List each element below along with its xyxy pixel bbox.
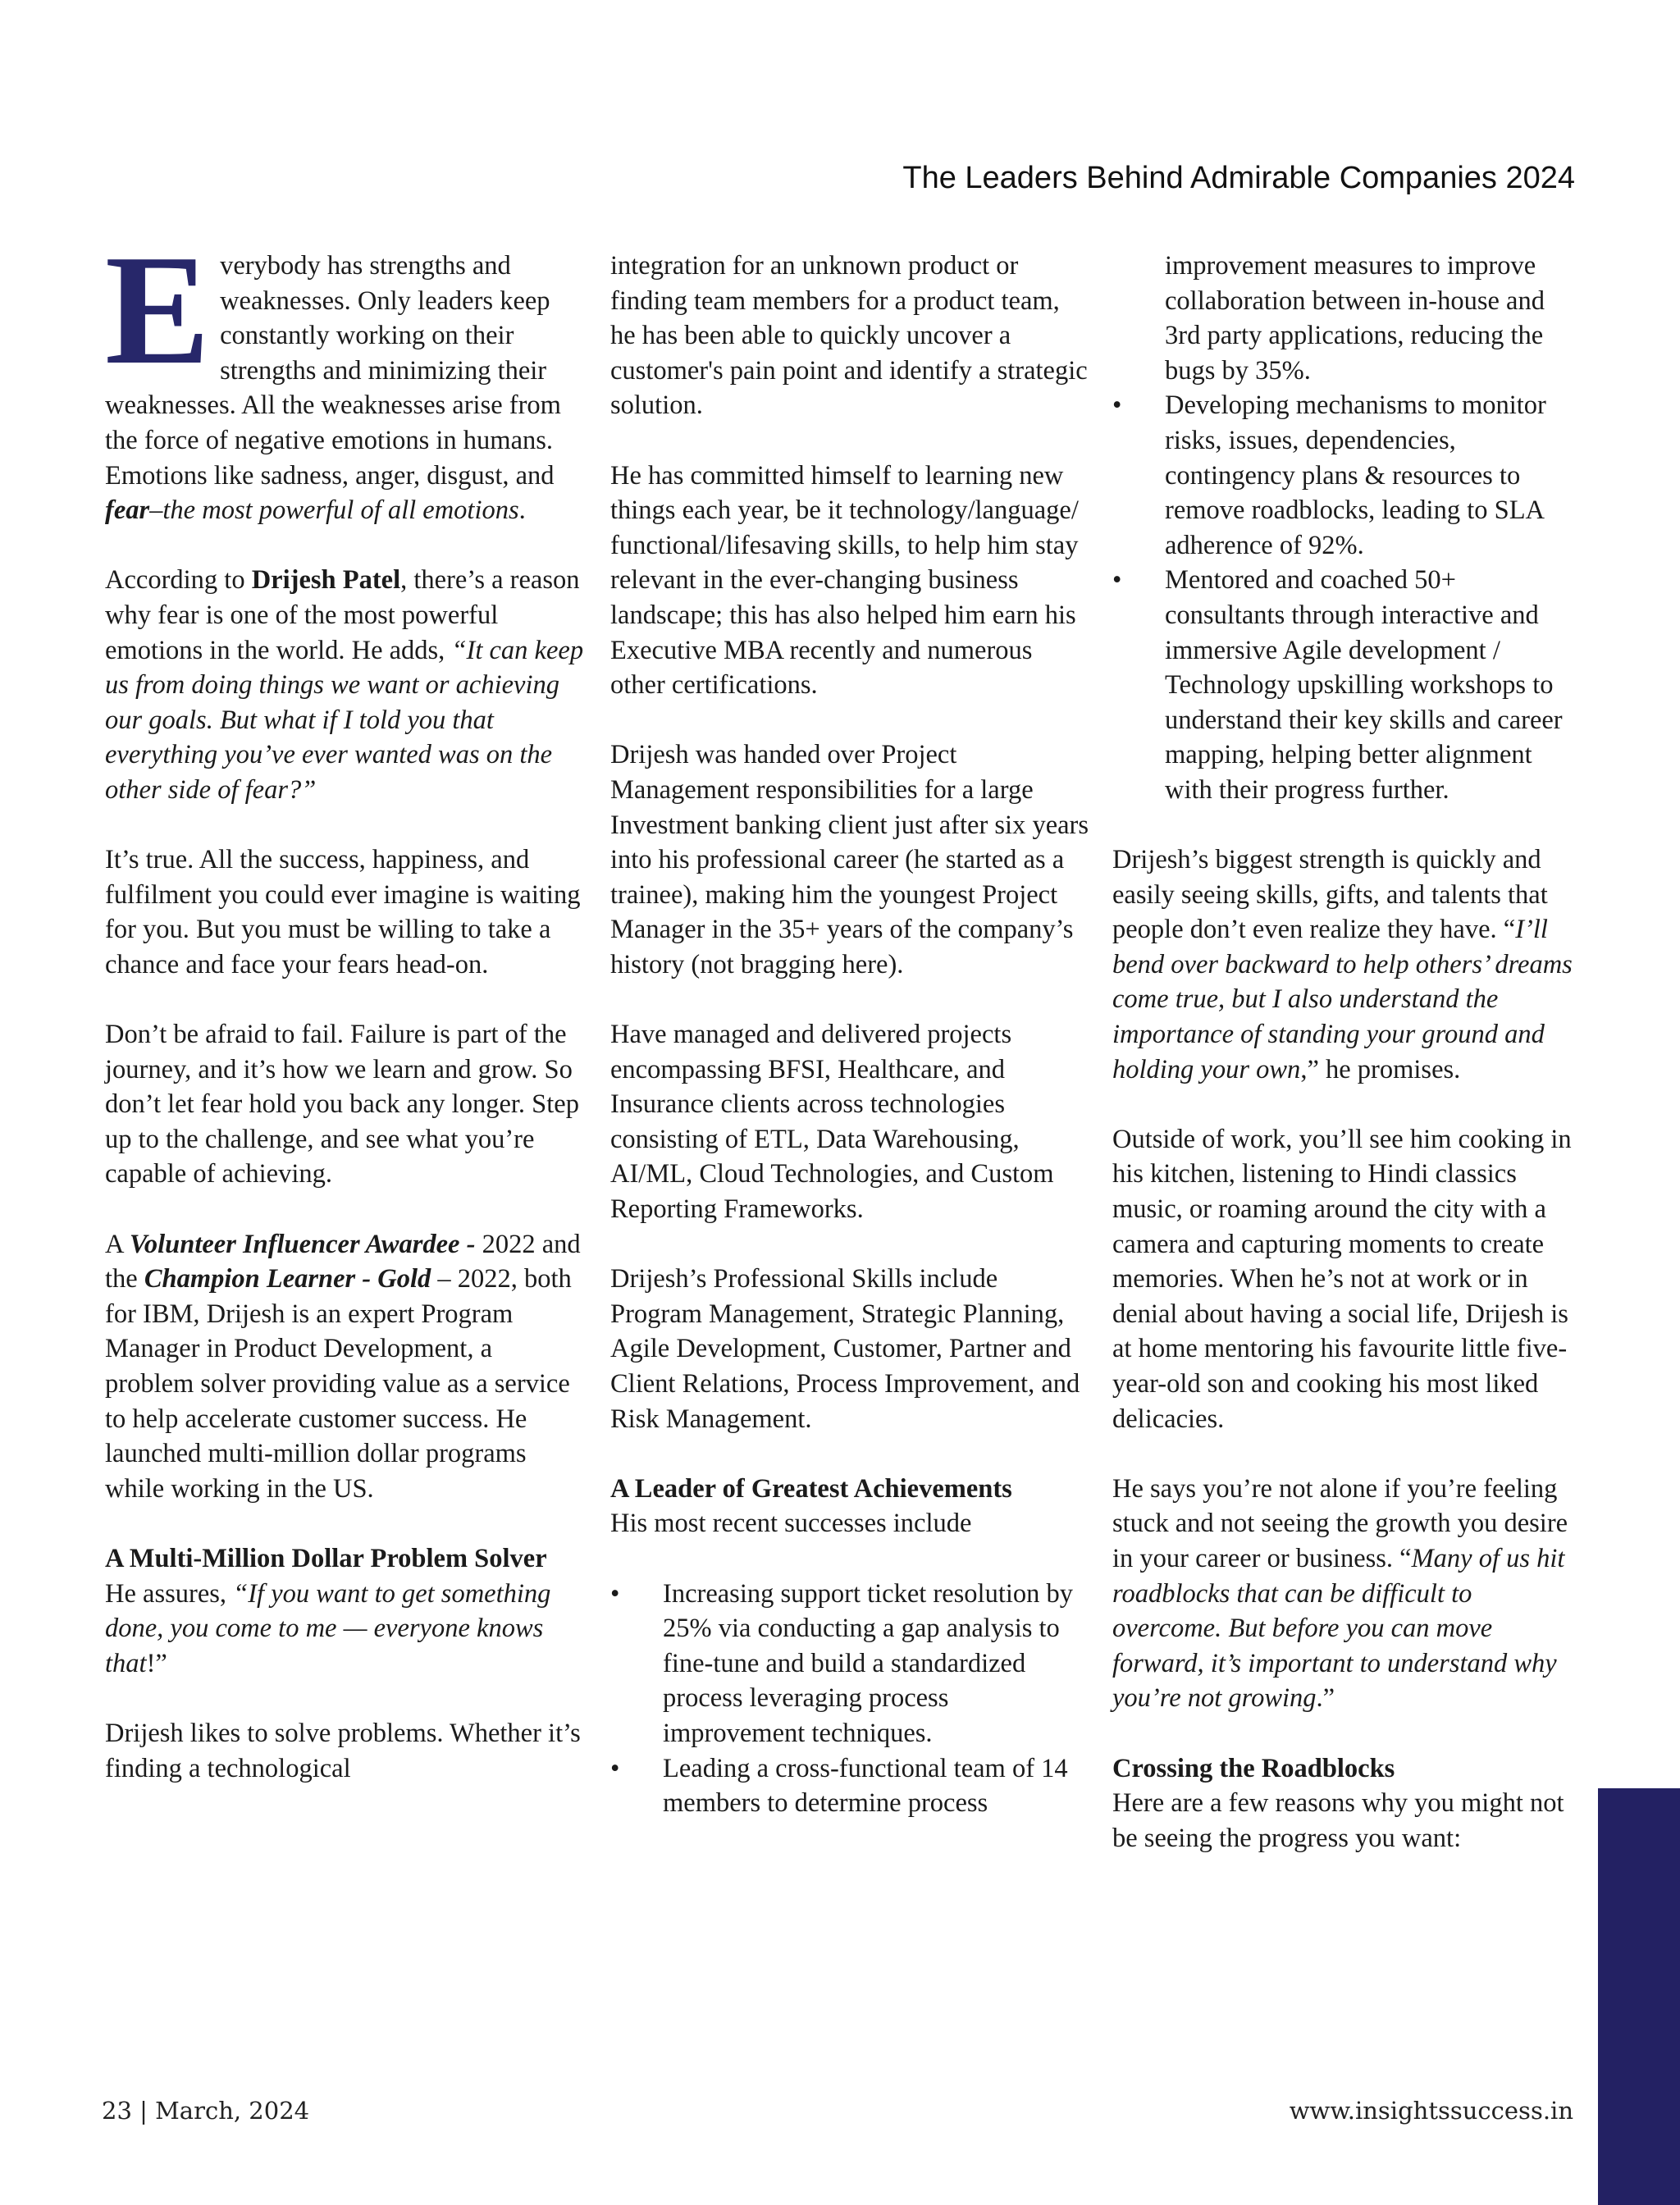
list-item: • Developing mechanisms to monitor risks, issues, dependencies, contingency plans & resources to remove roadblocks, leading to SLA adherence of 92%. <box>1112 388 1582 563</box>
quote-fear: “It can keep us from doing things we want or achieving our goals. But what if I told you that everything you’ve ever wanted was on the other side of fear?” <box>105 635 584 805</box>
footer-page-date: 23 | March, 2024 <box>102 2097 310 2125</box>
paragraph-skills: Drijesh’s Professional Skills include Program Management, Strategic Planning, Agile Development, Customer, Partner and Client Relations, Process Improvement, and Risk Management. <box>610 1264 1080 1434</box>
bullet-icon: • <box>1112 390 1122 421</box>
paragraph-projects-delivered: Have managed and delivered projects encompassing BFSI, Healthcare, and Insurance clients across technologies consisting of ETL, Data Warehousing, AI/ML, Cloud Technologies, and Custom Reporting Frameworks. <box>610 1020 1054 1225</box>
paragraph-dont-fail: Don’t be afraid to fail. Failure is part of the journey, and it’s how we learn and grow. So don’t let fear hold you back any longer. Step up to the challenge, and see what you’re capable of achieving. <box>105 1020 579 1189</box>
drop-cap: E <box>105 222 211 397</box>
achievements-list-part-1 <box>610 1577 1089 1821</box>
bullet-icon: • <box>1112 565 1122 596</box>
paragraph-outside-work: Outside of work, you’ll see him cooking in his kitchen, listening to Hindi classics music, or roaming around the city with a camera and capturing moments to create memories. When he’s not at work or in denial about having a social life, Drijesh is at home mentoring his favourite little five-year-old son and cooking his most liked delicacies. <box>1112 1124 1572 1434</box>
paragraph-success: It’s true. All the success, happiness, and fulfilment you could ever imagine is waiting for you. But you must be willing to take a chance and face your fears head-on. <box>105 845 581 979</box>
achievements-list-part-3 <box>1112 388 1582 807</box>
decorative-side-bar <box>1598 1788 1680 2205</box>
bullet-icon: • <box>610 1753 620 1783</box>
paragraph-project-management: Drijesh was handed over Project Management responsibilities for a large Investment banking client just after six years into his professional career (he started as a trainee), making him the youngest Project Manager in the 35+ years of the company’s history (not bragging here). <box>610 740 1089 979</box>
article-column-1 <box>105 222 587 1786</box>
paragraph-solve-problems-cont: integration for an unknown product or finding team members for a product team, he has been able to quickly uncover a customer's pain point and identify a strategic solution. <box>610 251 1088 421</box>
list-item: • Mentored and coached 50+ consultants through interactive and immersive Agile development / Technology upskilling workshops to understand their key skills and career mapping, helping better alignment with their progress further. <box>1112 563 1582 807</box>
award-volunteer-influencer: Volunteer Influencer Awardee - <box>129 1229 476 1259</box>
bullet-icon: • <box>610 1578 620 1609</box>
paragraph-learning: He has committed himself to learning new things each year, be it technology/language/ functional/lifesaving skills, to help him stay relevant in the ever-changing business landscape; this has also helped him earn his Executive MBA recently and numerous other certifications. <box>610 460 1079 701</box>
paragraph-fear-quote: According to Drijesh Patel, there’s a reason why fear is one of the most powerful emotions in the world. He adds, “It can keep us from doing things we want or achieving our goals. But what if I told you that everything you’ve ever wanted was on the other side of fear?” <box>105 565 584 805</box>
intro-paragraph: Everybody has strengths and weaknesses. Only leaders keep constantly working on their strengths and minimizing their weaknesses. All the weaknesses arise from the force of negative emotions in humans. Emotions like sadness, anger, disgust, and fear–the most powerful of all emotions. <box>105 222 561 526</box>
magazine-header-title: The Leaders Behind Admirable Companies 2024 <box>902 161 1575 195</box>
paragraph-solve-problems-start: Drijesh likes to solve problems. Whether it’s finding a technological <box>105 1718 581 1783</box>
list-item-continued: improvement measures to improve collaboration between in-house and 3rd party applications, reducing the bugs by 35%. <box>1165 251 1545 386</box>
heading-roadblocks: Crossing the Roadblocks <box>1112 1753 1395 1783</box>
person-name: Drijesh Patel <box>251 565 401 596</box>
award-champion-learner: Champion Learner - Gold <box>144 1264 431 1294</box>
heading-problem-solver: A Multi-Million Dollar Problem Solver <box>105 1543 547 1573</box>
list-item: • Leading a cross-functional team of 14 members to determine process <box>610 1751 1089 1821</box>
quote-get-done: “If you want to get something done, you come to me — everyone knows that <box>105 1578 551 1678</box>
footer-website: www.insightssuccess.in <box>1289 2097 1573 2125</box>
article-column-3 <box>1112 249 1582 1856</box>
paragraph-strength: Drijesh’s biggest strength is quickly and easily seeing skills, gifts, and talents that people don’t even realize they have. “I’ll bend over backward to help others’ dreams come true, but I also understand the importance of standing your ground and holding your own,” he promises. <box>1112 845 1573 1084</box>
article-column-2 <box>610 249 1089 1821</box>
list-item: • Increasing support ticket resolution by 25% via conducting a gap analysis to fine-tune and build a standardized process leveraging process improvement techniques. <box>610 1577 1089 1751</box>
quote-roadblocks: Many of us hit roadblocks that can be difficult to overcome. But before you can move forward, it’s important to understand why you’re not growing <box>1112 1543 1565 1714</box>
quote-bend-over: I’ll bend over backward to help others’ dreams come true, but I also understand the importance of standing your ground and holding your own <box>1112 915 1573 1084</box>
paragraph-awards: A Volunteer Influencer Awardee - 2022 and the Champion Learner - Gold – 2022, both for IBM, Drijesh is an expert Program Manager in Product Development, a problem solver providing value as a service to help accelerate customer success. He launched multi-million dollar programs while working in the US. <box>105 1229 581 1504</box>
heading-achievements: A Leader of Greatest Achievements <box>610 1473 1012 1504</box>
achievements-list-part-2 <box>1112 249 1582 388</box>
fear-emphasis: fear <box>105 495 150 526</box>
paragraph-recent-successes: His most recent successes include <box>610 1509 972 1539</box>
paragraph-assures: He assures, “If you want to get something done, you come to me — everyone knows that!” <box>105 1578 551 1678</box>
paragraph-roadblocks-quote: He says you’re not alone if you’re feeling stuck and not seeing the growth you desire in your career or business. “Many of us hit roadblocks that can be difficult to overcome. But before you can move forward, it’s important to understand why you’re not growing.” <box>1112 1473 1568 1714</box>
paragraph-reasons: Here are a few reasons why you might not be seeing the progress you want: <box>1112 1788 1564 1853</box>
